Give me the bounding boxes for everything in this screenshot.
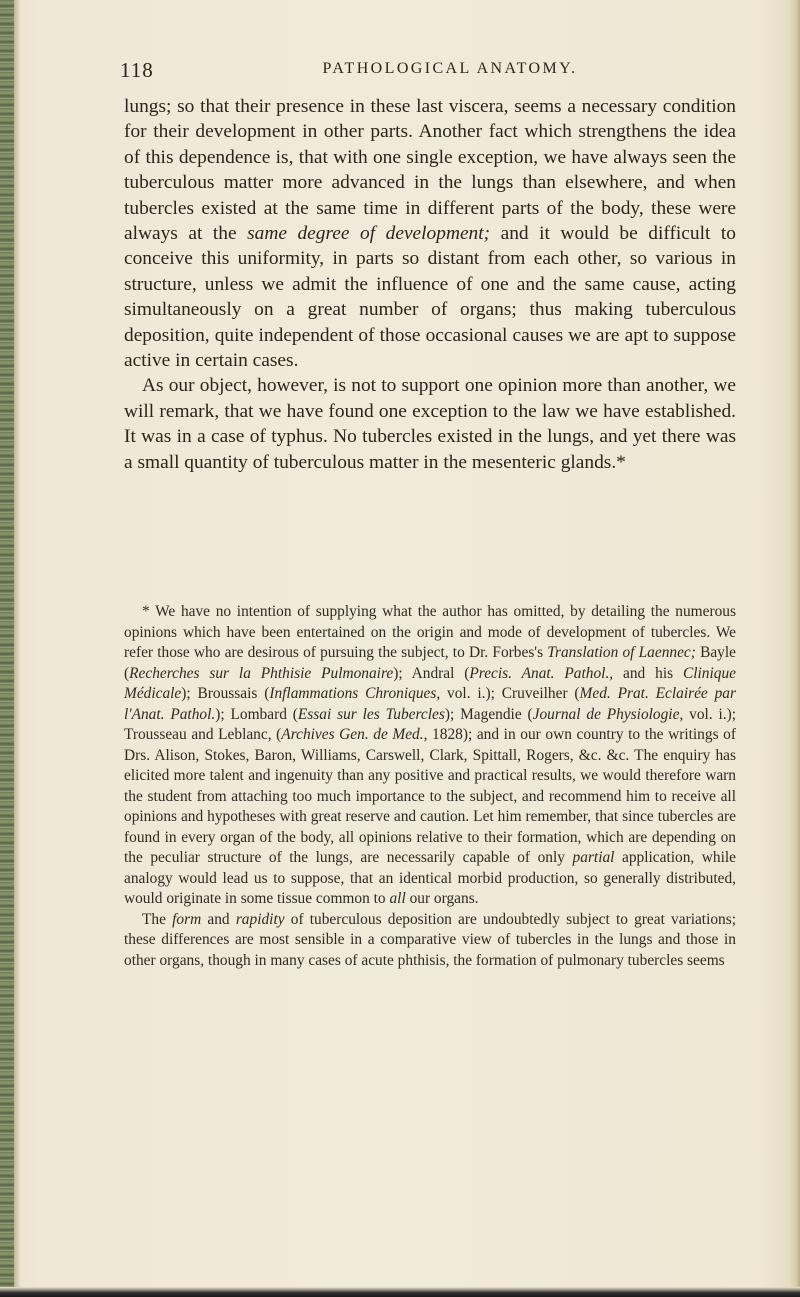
footnote-paragraph-1 <box>124 602 736 910</box>
text-run: ); Lombard ( <box>215 705 298 723</box>
emphasis: Journal de Physiologie, <box>532 705 684 723</box>
emphasis: Precis. Anat. Pathol., <box>469 664 614 682</box>
gutter-shadow <box>14 0 20 1297</box>
page-header <box>120 58 740 82</box>
text-run: of tuberculous deposition are undoubtedly subject to great variations; these differences are most sensible in a comparative view of tubercles in the lungs and those in other organs, though in many cases of acute phthisis, the formation of pulmonary tubercles seems <box>124 910 737 969</box>
text-run: vol. i.); Trousseau and Leblanc, ( <box>124 705 737 743</box>
emphasis: Clinique Médicale <box>124 664 736 702</box>
emphasis: all <box>389 890 406 907</box>
page-edge <box>788 0 800 1297</box>
emphasis: same degree of development; <box>247 223 491 245</box>
binding-edge <box>0 0 14 1297</box>
text-run: and his <box>613 664 683 682</box>
emphasis: Archives Gen. de Med., <box>281 726 428 743</box>
emphasis: form <box>172 910 202 928</box>
text-run: ); Broussais ( <box>181 685 270 702</box>
paragraph-1 <box>124 94 736 373</box>
footnote <box>124 602 736 971</box>
bottom-edge <box>0 1287 800 1297</box>
emphasis: Translation of Laennec; <box>547 644 696 661</box>
text-run: ); Andral ( <box>393 664 470 682</box>
emphasis: rapidity <box>235 910 285 928</box>
running-head: PATHOLOGICAL ANATOMY. <box>322 60 578 77</box>
text-run: and <box>201 910 236 928</box>
footnote-paragraph-2 <box>124 910 736 972</box>
text-run: 1828); and in our own country to the writings of Drs. Alison, Stokes, Baron, Williams, Carswell, Clark, Spittall, Rogers, &c. &c. The enquiry has elicited more talent and ingenuity than any positive and practical results, we would therefore warn the student from attaching too much importance to the subject, and recommend him to receive all opinions and hypotheses with great reserve and caution. Let him remember, that since tubercles are found in every organ of the body, all opinions relative to their formation, which are depending on the peculiar structure of the lungs, are necessarily capable of only <box>124 726 736 866</box>
text-run: and it would be difficult to conceive this uniformity, in parts so distant from each other, so various in structure, unless we admit the influence of one and the same cause, acting simultaneously on a great number of organs; thus making tuberculous deposition, quite independent of those occasional causes we are apt to suppose active in certain cases. <box>124 223 736 372</box>
text-run: Bayle ( <box>124 644 736 682</box>
page-number: 118 <box>120 58 154 82</box>
text-run: lungs; so that their presence in these last viscera, seems a necessary condition for their development in other parts. Another fact which strengthens the idea of this dependence is, that with one single exception, we have always seen the tuberculous matter more advanced in the lungs than elsewhere, and when tubercles existed at the same time in different parts of the body, these were always at the <box>124 96 736 245</box>
emphasis: partial <box>572 849 615 866</box>
text-run: vol. i.); Cruveilher ( <box>440 685 580 702</box>
emphasis: Essai sur les Tubercles <box>297 705 445 723</box>
paragraph-2: As our object, however, is not to support one opinion more than another, we will remark, that we have found one exception to the law we have established. It was in a case of typhus. No tubercles existed in the lungs, and yet there was a small quantity of tuberculous matter in the mesenteric glands.* <box>124 375 736 473</box>
emphasis: Recherches sur la Phthisie Pulmonaire <box>129 664 394 682</box>
emphasis: Med. Prat. Eclairée par l'Anat. Pathol. <box>124 685 736 723</box>
text-run: ); Magendie ( <box>444 705 533 723</box>
main-text <box>124 94 736 475</box>
text-run: application, while analogy would lead us to suppose, that an identical morbid production, so generally distributed, would originate in some tissue common to <box>124 849 736 907</box>
text-run: * We have no intention of supplying what the author has omitted, by detailing the numerous opinions which have been entertained on the origin and mode of development of tubercles. We refer those who are desirous of pursuing the subject, to Dr. Forbes's <box>124 603 736 661</box>
emphasis: Inflammations Chroniques, <box>269 685 441 702</box>
text-run: The <box>142 910 173 928</box>
text-run: our organs. <box>405 890 479 907</box>
